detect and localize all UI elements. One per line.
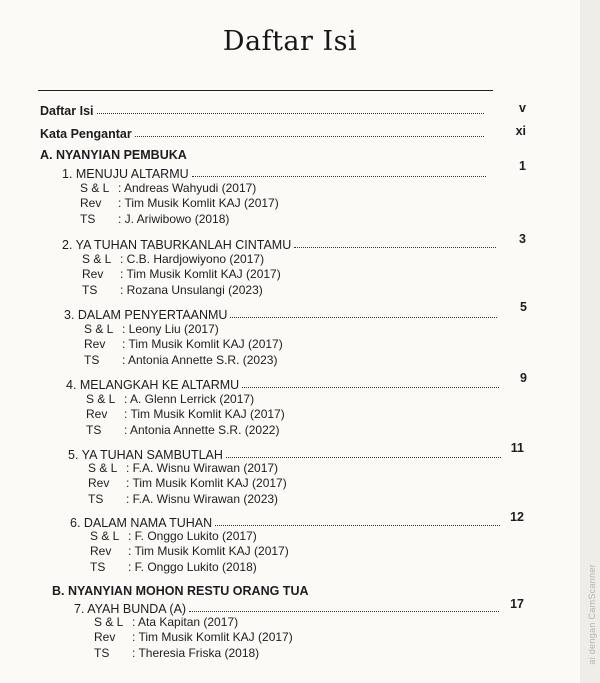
toc-page-number: 1 <box>519 159 526 173</box>
credit-value: : Tim Musik Komlit KAJ (2017) <box>122 337 283 352</box>
toc-page-number: 9 <box>520 371 527 385</box>
dot-leader <box>192 176 486 177</box>
credit-role: S & L <box>86 391 116 406</box>
credit-value: : F. Onggo Lukito (2017) <box>128 528 257 543</box>
credit-value: : J. Ariwibowo (2018) <box>118 211 230 226</box>
song-title: 3. DALAM PENYERTAANMU <box>64 308 228 322</box>
song-credits <box>82 251 281 298</box>
credit-role: TS <box>86 422 102 437</box>
song-title: 5. YA TUHAN SAMBUTLAH <box>68 448 223 462</box>
credit-value: : Tim Musik Komlit KAJ (2017) <box>120 267 281 282</box>
song-title: 7. AYAH BUNDA (A) <box>74 602 187 616</box>
credit-role: S & L <box>80 180 110 195</box>
song-title: 6. DALAM NAMA TUHAN <box>70 516 213 530</box>
toc-entry-daftar-isi[interactable] <box>40 100 487 118</box>
song-credits <box>80 180 279 227</box>
toc-entry-song-1[interactable] <box>62 163 489 181</box>
credit-value: : Antonia Annette S.R. (2022) <box>124 422 280 437</box>
song-credits <box>86 391 285 438</box>
toc-page-number: 3 <box>519 232 526 246</box>
song-credits <box>88 460 287 507</box>
toc-page-number: v <box>519 101 526 115</box>
credit-role: TS <box>88 491 104 506</box>
credit-value: : Tim Musik Komlit KAJ (2017) <box>126 476 287 491</box>
credit-value: : A. Glenn Lerrick (2017) <box>124 391 255 406</box>
credit-value: : Andreas Wahyudi (2017) <box>118 180 257 195</box>
credit-value: : Tim Musik Komlit KAJ (2017) <box>132 630 293 645</box>
song-credits <box>84 321 283 368</box>
credit-role: S & L <box>94 614 124 629</box>
credit-role: Rev <box>94 630 116 645</box>
toc-page-number: xi <box>515 124 526 138</box>
credit-role: S & L <box>82 251 112 266</box>
toc-page-number: 11 <box>510 441 524 455</box>
section-heading-b: B. NYANYIAN MOHON RESTU ORANG TUA <box>52 584 309 598</box>
credit-role: Rev <box>84 337 106 352</box>
credit-role: Rev <box>82 267 104 282</box>
credit-value: : Tim Musik Komlit KAJ (2017) <box>118 196 279 211</box>
credit-value: : Theresia Friska (2018) <box>132 645 260 660</box>
song-title: 1. MENUJU ALTARMU <box>62 167 189 181</box>
credit-value: : Tim Musik Komlit KAJ (2017) <box>124 407 285 422</box>
credit-role: TS <box>94 645 110 660</box>
credit-role: S & L <box>88 460 118 475</box>
toc-page-number: 5 <box>520 300 527 314</box>
dot-leader <box>97 113 485 114</box>
title-divider <box>38 90 493 91</box>
credit-value: : Antonia Annette S.R. (2023) <box>122 352 278 367</box>
credit-value: : Rozana Unsulangi (2023) <box>120 282 263 297</box>
dot-leader <box>226 457 501 458</box>
song-title: 2. YA TUHAN TABURKANLAH CINTAMU <box>62 238 292 252</box>
toc-entry-kata-pengantar[interactable] <box>40 123 487 141</box>
toc-page-number: 17 <box>510 597 524 611</box>
credit-value: : C.B. Hardjowiyono (2017) <box>120 251 265 266</box>
dot-leader <box>294 247 496 248</box>
toc-entry-label: Daftar Isi <box>40 104 94 118</box>
credit-role: S & L <box>90 528 120 543</box>
credit-value: : F. Onggo Lukito (2018) <box>128 559 257 574</box>
toc-entry-song-3[interactable] <box>64 304 500 322</box>
credit-role: TS <box>84 352 100 367</box>
credit-value: : F.A. Wisnu Wirawan (2023) <box>126 491 279 506</box>
toc-page-number: 12 <box>510 510 524 524</box>
toc-entry-song-4[interactable] <box>66 374 502 392</box>
credit-role: Rev <box>80 196 102 211</box>
credit-role: Rev <box>86 407 108 422</box>
dot-leader <box>135 136 484 137</box>
credit-role: S & L <box>84 321 114 336</box>
credit-value: : Leony Liu (2017) <box>122 321 219 336</box>
credit-role: Rev <box>88 476 110 491</box>
song-credits <box>90 528 289 575</box>
credit-role: TS <box>80 211 96 226</box>
dot-leader <box>189 611 499 612</box>
toc-entry-song-2[interactable] <box>62 234 499 252</box>
credit-role: Rev <box>90 544 112 559</box>
credit-role: TS <box>90 559 106 574</box>
scanner-watermark: ai dengan CamScanner <box>587 564 597 665</box>
dot-leader <box>242 387 499 388</box>
credit-value: : F.A. Wisnu Wirawan (2017) <box>126 460 279 475</box>
credit-value: : Ata Kapitan (2017) <box>132 614 239 629</box>
credit-value: : Tim Musik Komlit KAJ (2017) <box>128 544 289 559</box>
credit-role: TS <box>82 282 98 297</box>
page-title: Daftar Isi <box>222 26 358 57</box>
section-heading-a: A. NYANYIAN PEMBUKA <box>40 148 187 162</box>
song-credits <box>94 614 293 661</box>
toc-entry-label: Kata Pengantar <box>40 127 132 141</box>
dot-leader <box>230 317 497 318</box>
song-title: 4. MELANGKAH KE ALTARMU <box>66 378 240 392</box>
dot-leader <box>215 525 500 526</box>
